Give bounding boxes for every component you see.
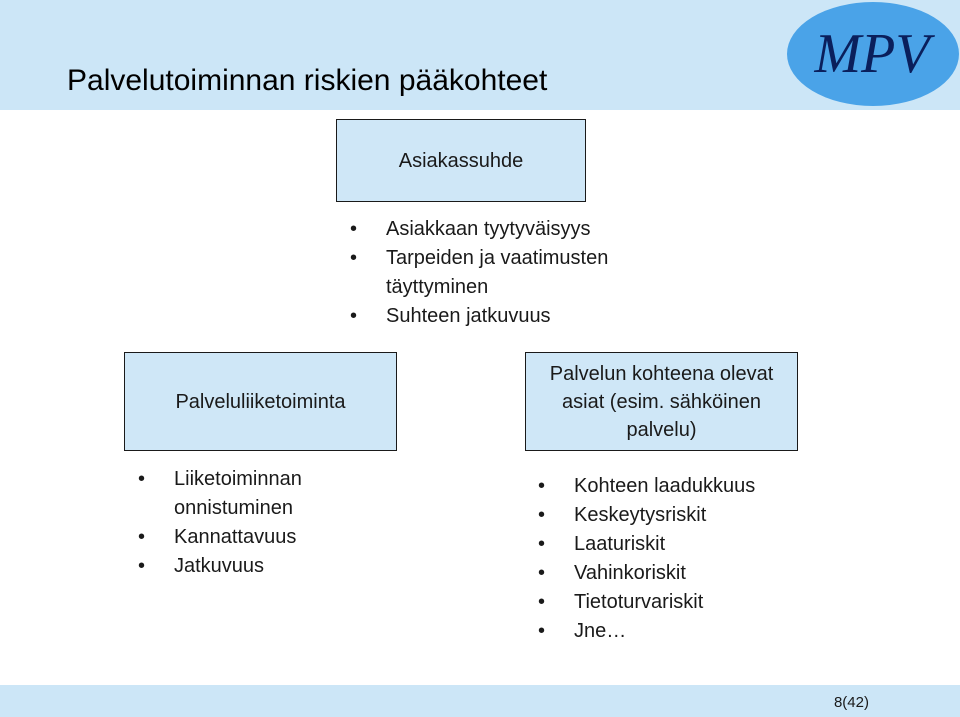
list-item: • Keskeytysriskit [538, 501, 838, 530]
customer-relationship-box [336, 119, 586, 202]
box-label: Palveluliiketoiminta [175, 390, 346, 413]
list-item: • Suhteen jatkuvuus [350, 302, 680, 331]
list-item: • Vahinkoriskit [538, 559, 838, 588]
customer-relationship-list [350, 215, 680, 331]
slide-title: Palvelutoiminnan riskien pääkohteet [67, 64, 548, 97]
list-item: • Laaturiskit [538, 530, 838, 559]
list-item: • Liiketoiminnan onnistuminen [138, 465, 378, 523]
footer-band [0, 685, 960, 717]
service-business-list [138, 465, 378, 581]
service-object-box [525, 352, 798, 451]
service-business-box [124, 352, 397, 451]
list-item: • Tarpeiden ja vaatimusten täyttyminen [350, 244, 680, 302]
list-item: • Kohteen laadukkuus [538, 472, 838, 501]
list-item: • Jatkuvuus [138, 552, 378, 581]
box-label: Asiakassuhde [398, 149, 524, 172]
list-item: • Tietoturvariskit [538, 588, 838, 617]
mpv-logo [786, 0, 960, 108]
logo-text: MPV [814, 23, 930, 85]
list-item: • Kannattavuus [138, 523, 378, 552]
service-object-list [538, 472, 838, 646]
list-item: • Asiakkaan tyytyväisyys [350, 215, 680, 244]
list-item: • Jne… [538, 617, 838, 646]
page-number: 8(42) [833, 694, 869, 711]
box-label: Palvelun kohteena olevat asiat (esim. sähköinen palvelu) [549, 362, 774, 441]
